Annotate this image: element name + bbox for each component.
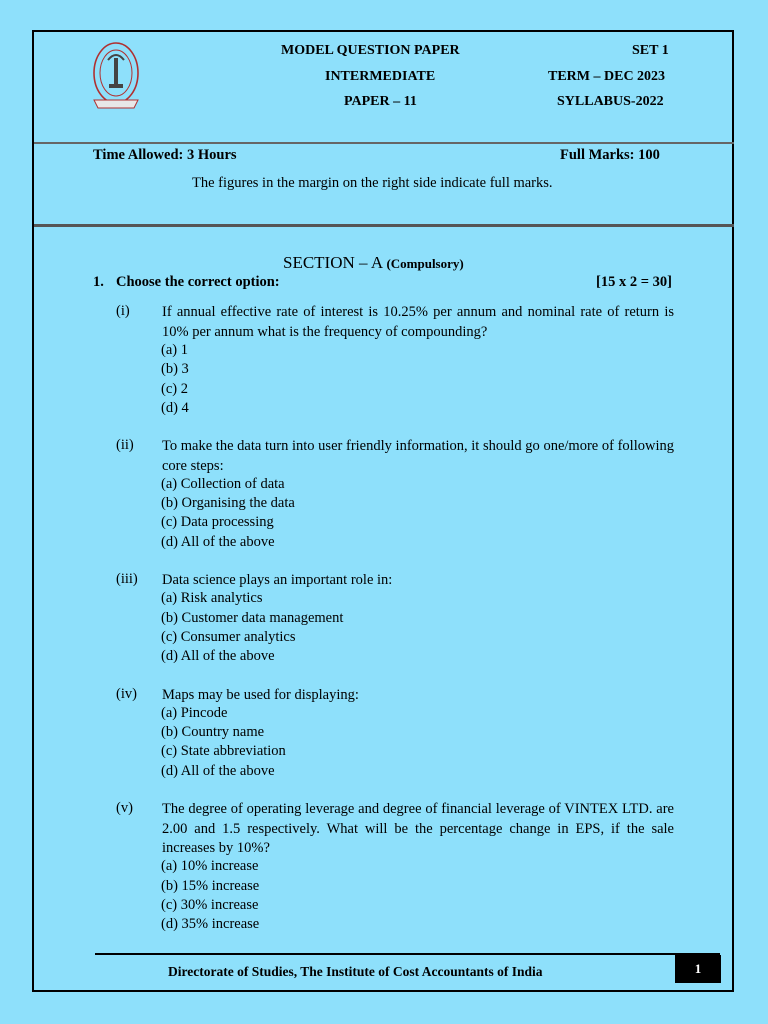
option: (a) Risk analytics — [161, 590, 263, 606]
option: (c) 30% increase — [161, 897, 259, 913]
sub-question-number: (iii) — [116, 571, 138, 587]
option: (b) 3 — [161, 361, 189, 377]
option: (a) 1 — [161, 342, 188, 358]
option: (c) State abbreviation — [161, 743, 286, 759]
option: (c) Consumer analytics — [161, 629, 296, 645]
divider-thick — [34, 224, 734, 227]
option: (d) All of the above — [161, 648, 275, 664]
sub-question-text: Maps may be used for displaying: — [162, 687, 359, 703]
sub-question-text: If annual effective rate of interest is 10.25% per annum and nominal rate of return is 10% per annum what is the frequency of compounding? — [162, 304, 674, 340]
footer-text: Directorate of Studies, The Institute of Cost Accountants of India — [168, 964, 543, 979]
question-marks: [15 x 2 = 30] — [596, 274, 672, 290]
sub-question-text: To make the data turn into user friendly information, it should go one/more of following core steps: — [162, 438, 674, 474]
option: (d) All of the above — [161, 534, 275, 550]
sub-question-number: (v) — [116, 800, 133, 816]
option: (b) Organising the data — [161, 495, 295, 511]
option: (b) Customer data management — [161, 610, 344, 626]
option: (c) Data processing — [161, 514, 274, 530]
question-number: 1. — [93, 274, 104, 290]
header-set: SET 1 — [632, 43, 669, 58]
time-allowed: Time Allowed: 3 Hours — [93, 147, 237, 163]
sub-question-number: (iv) — [116, 686, 137, 702]
full-marks: Full Marks: 100 — [560, 147, 660, 163]
sub-question-text: Data science plays an important role in: — [162, 572, 393, 588]
header-syllabus: SYLLABUS-2022 — [557, 94, 664, 109]
section-title: SECTION – A — [283, 253, 383, 272]
option: (b) 15% increase — [161, 878, 260, 894]
option: (b) Country name — [161, 724, 265, 740]
page-number: 1 — [675, 955, 721, 983]
header-paper: PAPER – 11 — [344, 94, 417, 109]
header-title: MODEL QUESTION PAPER — [281, 43, 460, 58]
sub-question-number: (ii) — [116, 437, 134, 453]
footer-rule — [95, 953, 720, 955]
institute-logo — [90, 40, 142, 112]
option: (d) All of the above — [161, 763, 275, 779]
section-subtitle: (Compulsory) — [386, 256, 464, 271]
option: (a) 10% increase — [161, 858, 259, 874]
sub-question-text: The degree of operating leverage and degree of financial leverage of VINTEX LTD. are 2.00 and 1.5 respectively. What will be the percentage change in EPS, if the sale increases by 10%? — [162, 801, 674, 856]
section-heading — [283, 253, 464, 273]
header-term: TERM – DEC 2023 — [548, 69, 666, 84]
option: (a) Pincode — [161, 705, 228, 721]
option: (d) 35% increase — [161, 916, 260, 932]
header-level: INTERMEDIATE — [325, 69, 436, 84]
margin-note: The figures in the margin on the right side indicate full marks. — [192, 175, 553, 191]
sub-question-number: (i) — [116, 303, 130, 319]
option: (d) 4 — [161, 400, 189, 416]
divider — [34, 142, 734, 144]
option: (c) 2 — [161, 381, 188, 397]
option: (a) Collection of data — [161, 476, 285, 492]
question-instruction: Choose the correct option: — [116, 274, 280, 290]
